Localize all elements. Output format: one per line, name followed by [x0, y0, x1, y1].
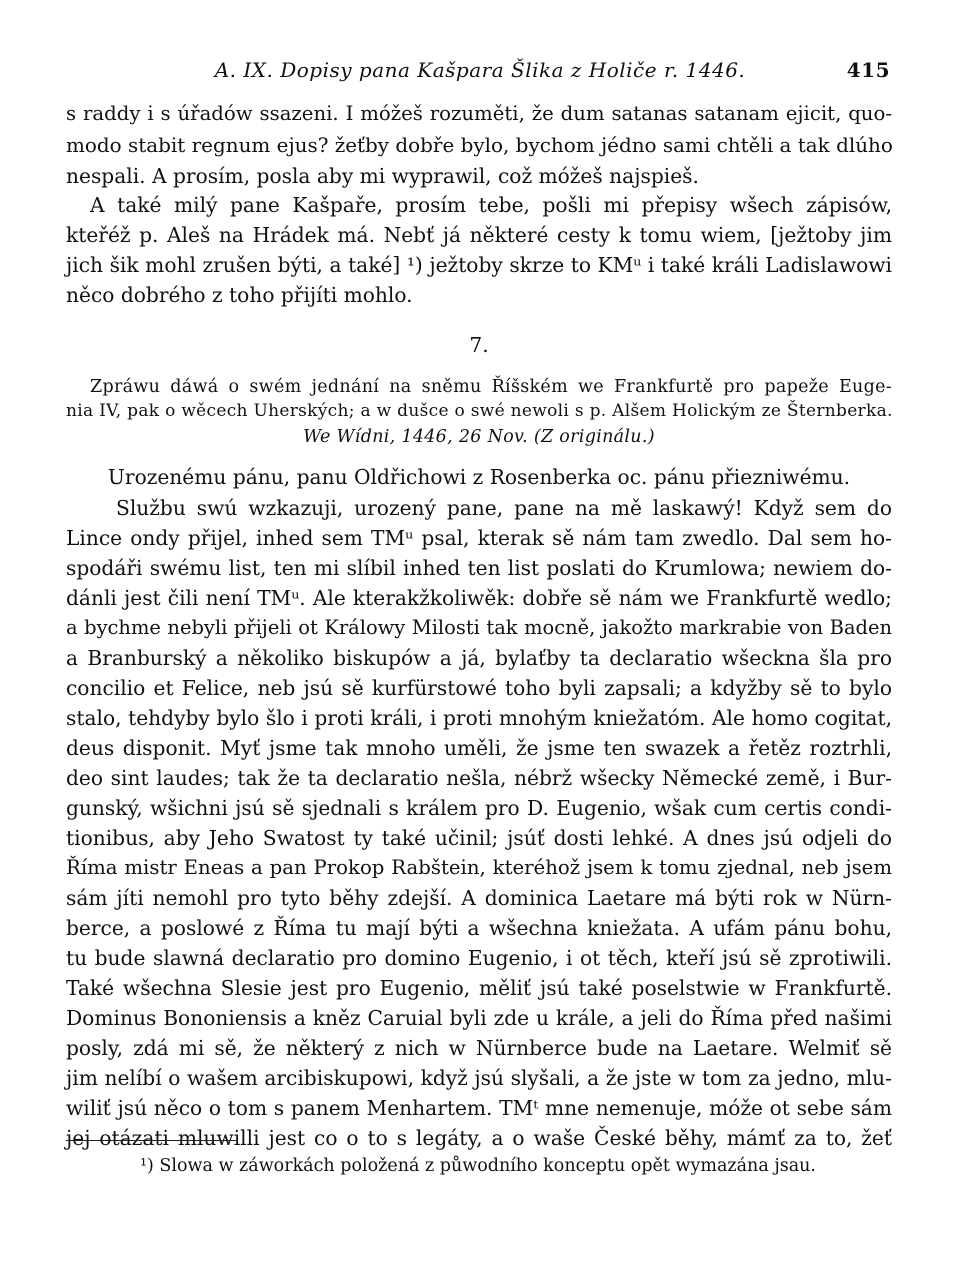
- text-line: wiliť jsú něco o tom s panem Menhartem. TMᵗ mne nemenuje, móže ot sebe sám: [66, 1096, 892, 1120]
- page-number: 415: [846, 58, 890, 82]
- text-line: a bychme nebyli přijeli ot Králowy Milosti tak mocně, jakožto markrabie von Baden: [66, 616, 892, 639]
- text-line: Dominus Bononiensis a kněz Caruial byli zde u krále, a jeli do Říma před našimi: [66, 1006, 892, 1030]
- text-line: jich šik mohl zrušen býti, a také] ¹) ježtoby skrze to KMᵘ i také králi Ladislawowi: [66, 253, 892, 277]
- text-line: tu bude slawná declaratio pro domino Eugenio, i ot těch, kteří jsú sě zprotiwili.: [66, 946, 892, 970]
- text-line: deo sint laudes; tak že ta declaratio nešla, nébrž wšecky Německé země, i Bur-: [66, 766, 892, 790]
- text-line: Lince ondy přijel, inhed sem TMᵘ psal, kterak sě nám tam zwedlo. Dal sem ho-: [66, 526, 892, 550]
- text-line: Říma mistr Eneas a pan Prokop Rabštein, kteréhož jsem k tomu zjednal, neb jsem: [66, 856, 892, 879]
- summary-line: Zpráwu dáwá o swém jednání na sněmu Říšském we Frankfurtě pro papeže Euge-: [90, 377, 892, 397]
- text-line: nespali. A prosím, posla aby mi wyprawil, což móžeš najspieš.: [66, 164, 699, 188]
- running-header: [66, 58, 894, 88]
- text-line: modo stabit regnum ejus? žeťby dobře bylo, bychom jédno sami chtěli a tak dlúho: [66, 133, 893, 157]
- text-line: a Branburský a několiko biskupów a já, bylaťby ta declaratio wšeckna šla pro: [66, 646, 892, 670]
- summary-line: nia IV, pak o wěcech Uherských; a w dušce o swé newoli s p. Alšem Holickým ze Šternberka.: [66, 401, 893, 421]
- text-line: berce, a poslowé z Říma tu mají býti a wšechna kniežata. A ufám pánu bohu,: [66, 916, 892, 940]
- text-line: něco dobrého z toho přijíti mohlo.: [66, 283, 413, 307]
- running-title: A. IX. Dopisy pana Kašpara Šlika z Holiče r. 1446.: [214, 58, 746, 82]
- text-line: sám jíti nemohl pro tyto běhy zdejší. A dominica Laetare má býti rok w Nürn-: [66, 886, 892, 910]
- text-line: jim nelíbí o wašem arcibiskupowi, když jsú slyšali, a že jste w tom za jedno, mlu-: [66, 1066, 892, 1090]
- text-line: stalo, tehdyby bylo šlo i proti králi, i proti mnohým kniežatóm. Ale homo cogitat,: [66, 706, 892, 730]
- footnote-rule: [66, 1140, 236, 1141]
- dateline: We Wídni, 1446, 26 Nov. (Z originálu.): [303, 427, 655, 447]
- text-line: posly, zdá mi sě, že některý z nich w Nürnberce bude na Laetare. Welmiť sě: [66, 1036, 892, 1060]
- text-line: Službu swú wzkazuji, urozený pane, pane na mě laskawý! Když sem do: [116, 496, 892, 520]
- text-line: kteřéž p. Aleš na Hrádek má. Nebť já některé cesty k tomu wiem, [ježtoby jim: [66, 223, 892, 247]
- text-line: tionibus, aby Jeho Swatost ty také učinil; jsúť dosti lehké. A dnes jsú odjeli do: [66, 826, 892, 850]
- text-line: concilio et Felice, neb jsú sě kurfürstowé toho byli zapsali; a kdyžby sě to bylo: [66, 676, 892, 700]
- text-line: gunský, wšichni jsú sě sjednali s králem pro D. Eugenio, wšak cum certis condi-: [66, 796, 892, 820]
- text-line: spodáři swému list, ten mi slíbil inhed ten list poslati do Krumlowa; newiem do-: [66, 556, 892, 580]
- text-line: dánli jest čili není TMᵘ. Ale kterakžkoliwěk: dobře sě nám we Frankfurtě wedlo;: [66, 586, 892, 610]
- text-line: jej otázati mluwilli jest co o to s legáty, a o waše České běhy, mámť za to, žeť: [66, 1126, 892, 1150]
- footnote: ¹) Slowa w záworkách položená z půwodního konceptu opět wymazána jsau.: [140, 1156, 816, 1176]
- section-number: 7.: [469, 333, 489, 357]
- text-line: s raddy i s úřadów ssazeni. I móžeš rozuměti, že dum satanas satanam ejicit, quo-: [66, 102, 892, 125]
- text-line: deus disponit. Myť jsme tak mnoho uměli, že jsme ten swazek a řetěz roztrhli,: [66, 736, 892, 760]
- salutation: Urozenému pánu, panu Oldřichowi z Rosenberka oc. pánu přiezniwému.: [107, 465, 851, 489]
- text-line: Také wšechna Slesie jest pro Eugenio, měliť jsú také poselstwie w Frankfurtě.: [66, 976, 892, 1000]
- text-line: A také milý pane Kašpaře, prosím tebe, pošli mi přepisy wšech zápisów,: [90, 193, 892, 217]
